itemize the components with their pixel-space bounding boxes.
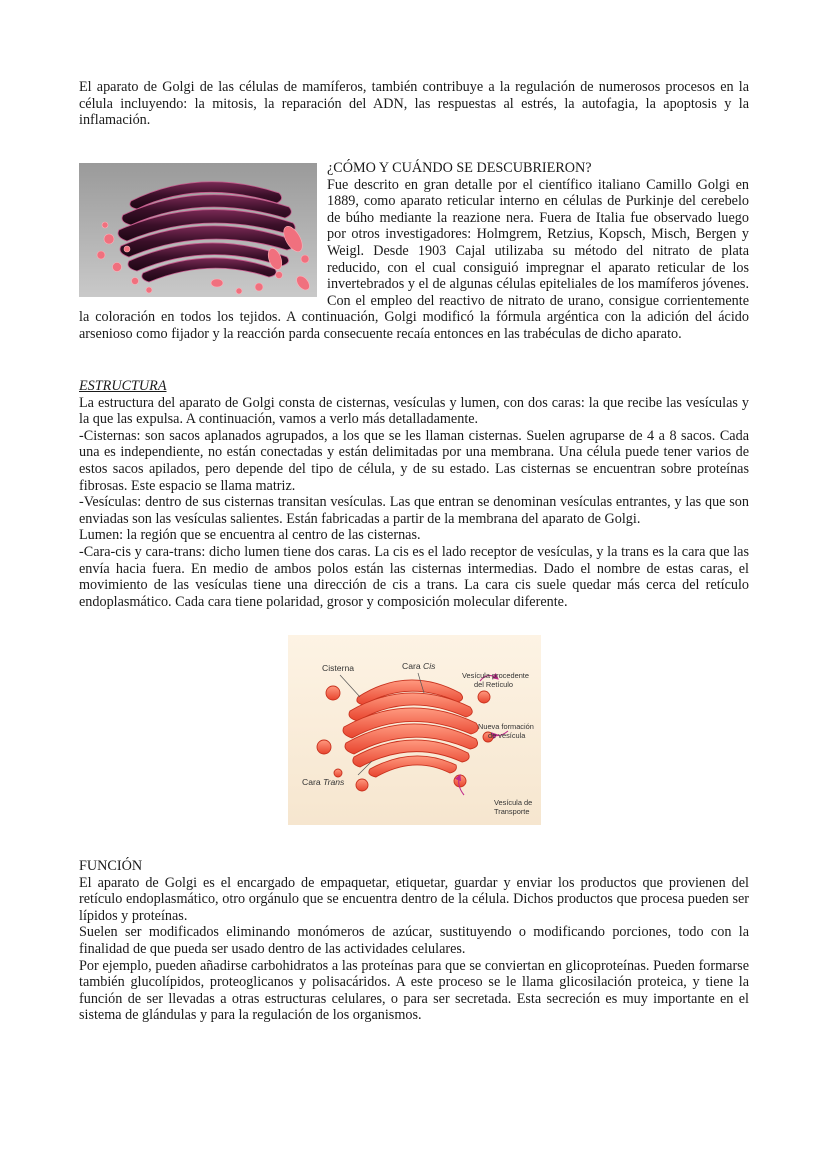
intro-section <box>79 79 749 129</box>
discovery-paragraph: Fue descrito en gran detalle por el científico italiano Camillo Golgi en 1889, como aparato reticular interno en células de Purkinje del cerebelo de búho mediante la reazione nera. Fuera de Italia fue observado luego por otros investigadores: Holmgrem, Retzius, Kopsch, Misch, Bergen y Weigl. Desde 1903 Cajal utilizaba su método del nitrato de plata reducido, con el cual consiguió impregnar el aparato reticular de los invertebrados y el de algunas células epiteliales de los mamíferos jóvenes. Con el empleo del reactivo de nitrato de urano, consigue corrientemente la coloración en todos los tejidos. A continuación, Golgi modificó la fórmula argéntica con la adición del ácido arsenioso como fijador y la reacción parda consecuente recaía entonces en las trabéculas de dicho aparato. <box>79 176 749 342</box>
function-section <box>79 858 749 1024</box>
discovery-heading: ¿CÓMO Y CUÁNDO SE DESCUBRIERON? <box>327 160 592 176</box>
discovery-section <box>79 160 749 343</box>
label-vesicula-transporte: Vesícula de Transporte <box>494 798 533 816</box>
function-paragraph: Por ejemplo, pueden añadirse carbohidratos a las proteínas para que se conviertan en glicoproteínas. Pueden formarse también glucolípidos, proteoglicanos y polisacáridos. A este proceso se le llama glicosilación proteica, y tiene la función de ser llevadas a otras estructuras celulares, o para ser secretada. Esta secreción es muy importante en el sistema de glándulas y para la regulación de los organismos. <box>79 957 749 1024</box>
structure-paragraph: Lumen: la región que se encuentra al centro de las cisternas. <box>79 527 421 544</box>
label-cara-cis: Cara Cis <box>402 661 436 671</box>
structure-paragraph: -Cisternas: son sacos aplanados agrupados, a los que se les llaman cisternas. Suelen agruparse de 4 a 8 sacos. Cada una es independiente, no están conectadas y están delimitadas por una membrana. Una célula puede tener varios de estos sacos apilados, pero depende del tipo de célula, y de su estado. Las cisternas se encuentran sobre proteínas fibrosas. Este espacio se llama matriz. <box>79 427 749 494</box>
function-paragraph: Suelen ser modificados eliminando monómeros de azúcar, sustituyendo o modificando porciones, todo con la finalidad de que pueda ser usado dentro de las actividades celulares. <box>79 924 749 957</box>
structure-paragraph: La estructura del aparato de Golgi consta de cisternas, vesículas y lumen, con dos caras: la que recibe las vesículas y la que las expulsa. A continuación, vamos a verlo más detalladamente. <box>79 394 749 428</box>
golgi-3d-illustration <box>79 163 317 297</box>
structure-heading: ESTRUCTURA <box>79 378 167 394</box>
structure-paragraph: -Vesículas: dentro de sus cisternas transitan vesículas. Las que entran se denominan vesículas entrantes, y las que son enviadas son las vesículas salientes. Están fabricadas a partir de la membrana del aparato de Golgi. <box>79 494 749 527</box>
label-cisterna: Cisterna <box>322 663 354 673</box>
structure-paragraph: -Cara-cis y cara-trans: dicho lumen tiene dos caras. La cis es el lado receptor de vesículas, y la trans es la cara que las envía hacia fuera. En medio de ambos polos están las cisternas intermedias. Dado el nombre de estas caras, el movimiento de las vesículas tiene una dirección de cis a trans. La cara cis suele quedar más cerca del retículo endoplasmático. Cada cara tiene polaridad, grosor y composición molecular diferente. <box>79 543 749 610</box>
label-cara-trans: Cara Trans <box>302 777 345 787</box>
label-vesicula-reticulo: Vesícula procedente del Retículo <box>462 671 529 689</box>
label-nueva-vesicula: Nueva formación de vesícula <box>478 722 534 740</box>
golgi-labeled-diagram <box>288 635 541 825</box>
function-paragraph: El aparato de Golgi es el encargado de empaquetar, etiquetar, guardar y enviar los productos que provienen del retículo endoplasmático, otro orgánulo que se encuentra dentro de la célula. Dichos productos que procesa pueden ser lípidos y proteínas. <box>79 874 749 924</box>
structure-section <box>79 378 749 610</box>
function-heading: FUNCIÓN <box>79 858 143 874</box>
intro-paragraph: El aparato de Golgi de las células de mamíferos, también contribuye a la regulación de numerosos procesos en la célula incluyendo: la mitosis, la reparación del ADN, las respuestas al estrés, la autofagia, la apoptosis y la inflamación. <box>79 79 749 129</box>
